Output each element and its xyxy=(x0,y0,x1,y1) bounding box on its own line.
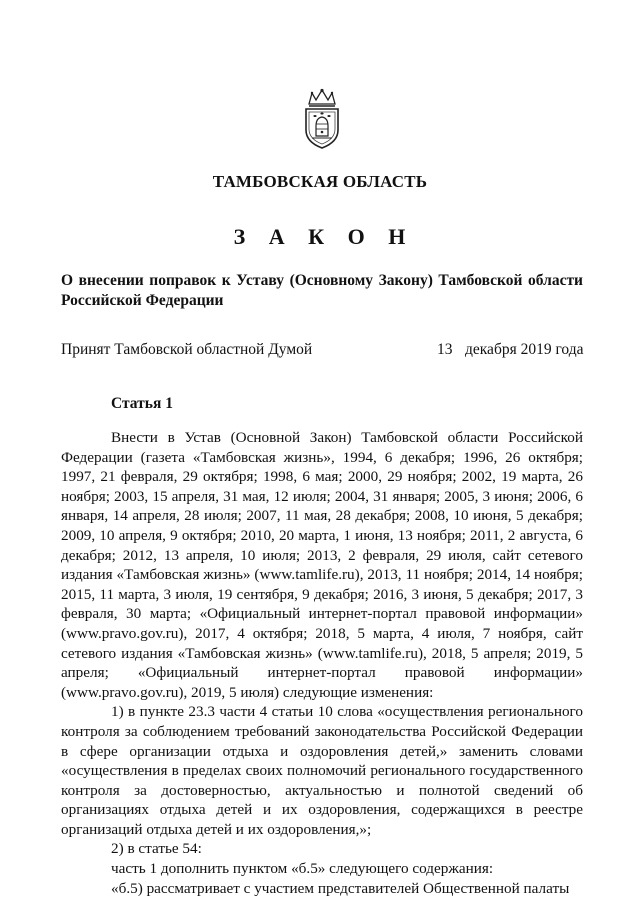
article-paragraph: 2) в статье 54: xyxy=(111,840,202,858)
article-paragraph: 1) в пункте 23.3 части 4 статьи 10 слова «осуществления регионального контроля за соблюдением требований законодательства Российской Федерации в сфере организации отдыха и оздоровления детей,» заменить словами «осуществления в пределах своих полномочий регионального государственного контроля за достоверностью, актуальностью и полнотой сведений об организациях отдыха детей и их оздоровления, содержащихся в реестре организаций отдыха детей и их оздоровления,»; xyxy=(61,703,583,838)
tambov-coat-of-arms-icon xyxy=(297,88,347,150)
article-paragraph: Внести в Устав (Основной Закон) Тамбовской области Российской Федерации (газета «Тамбовская жизнь», 1994, 6 декабря; 1996, 26 октября; 1997, 21 февраля, 29 октября; 1998, 6 мая; 2000, 29 ноября; 2002, 19 марта, 26 ноября; 2003, 15 апреля, 31 мая, 12 июля; 2004, 31 января; 2005, 3 июня; 2006, 6 января, 14 апреля, 28 июля; 2007, 11 мая, 28 декабря; 2008, 10 июня, 5 декабря; 2009, 10 апреля, 9 октября; 2010, 20 марта, 1 июня, 13 ноября; 2011, 2 августа, 6 декабря; 2012, 13 апреля, 10 июля; 2013, 2 февраля, 29 июля, сайт сетевого издания «Тамбовская жизнь» (www.tamlife.ru), 2013, 11 ноября; 2014, 14 ноября; 2015, 11 марта, 3 июля, 19 сентября, 9 декабря; 2016, 3 июня, 5 декабря; 2017, 3 февраля, 30 марта; «Официальный интернет-портал правовой информации» (www.pravo.gov.ru), 2017, 4 октября; 2018, 5 марта, 4 июля, 7 ноября, сайт сетевого издания «Тамбовская жизнь» (www.tamlife.ru), 2018, 5 апреля; 2019, 5 апреля; «Официальный интернет-портал правовой информации» (www.pravo.gov.ru), 2019, 5 июля) следующие изменения: xyxy=(61,429,583,701)
article-heading: Статья 1 xyxy=(111,395,173,412)
adoption-day: 13 xyxy=(437,341,453,358)
adoption-authority: Принят Тамбовской областной Думой xyxy=(61,341,313,358)
article-paragraph: часть 1 дополнить пунктом «б.5» следующего содержания: xyxy=(111,860,494,878)
law-subject: О внесении поправок к Уставу (Основному Закону) Тамбовской области Российской Федерации xyxy=(61,272,583,309)
article-paragraph: «б.5) рассматривает с участием представителей Общественной палаты xyxy=(111,879,570,897)
region-title: ТАМБОВСКАЯ ОБЛАСТЬ xyxy=(212,172,428,191)
adoption-date: декабря 2019 года xyxy=(465,341,584,358)
document-type: З А К О Н xyxy=(233,224,415,249)
article-body xyxy=(61,428,583,898)
